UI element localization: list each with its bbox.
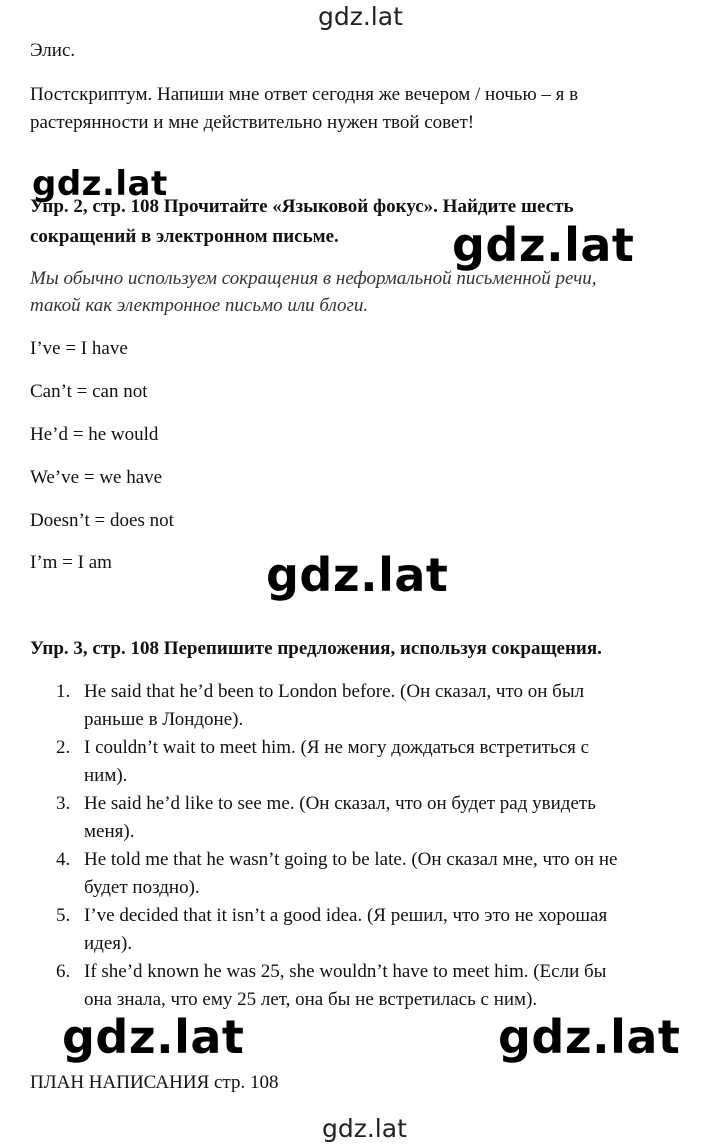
list-item-line-1: If she’d known he was 25, she wouldn’t have to meet him. (Если бы bbox=[84, 961, 607, 982]
list-item-number: 1. bbox=[56, 681, 71, 702]
postscript-line-2: растерянности и мне действительно нужен твой совет! bbox=[30, 112, 475, 133]
watermark-bottom-left: gdz.lat bbox=[62, 1010, 245, 1064]
list-item-line-2: она знала, что ему 25 лет, она бы не встретилась с ним). bbox=[84, 989, 538, 1010]
list-item bbox=[56, 902, 706, 958]
list-item-line-2: будет поздно). bbox=[84, 877, 200, 898]
list-item-line-1: He said that he’d been to London before. (Он сказал, что он был bbox=[84, 681, 585, 702]
list-item-number: 3. bbox=[56, 793, 71, 814]
list-item-line-2: ним). bbox=[84, 765, 128, 786]
list-item-line-1: He told me that he wasn’t going to be late. (Он сказал мне, что он не bbox=[84, 849, 618, 870]
watermark-top: gdz.lat bbox=[318, 2, 403, 31]
watermark-section1-right: gdz.lat bbox=[452, 218, 635, 272]
list-item-line-1: I’ve decided that it isn’t a good idea. (Я решил, что это не хорошая bbox=[84, 905, 608, 926]
list-item bbox=[56, 734, 706, 790]
footer-plan-title: ПЛАН НАПИСАНИЯ стр. 108 bbox=[30, 1072, 279, 1093]
exercise2-title-line-2: сокращений в электронном письме. bbox=[30, 226, 339, 247]
list-item bbox=[56, 846, 706, 902]
contraction-item: We’ve = we have bbox=[30, 467, 163, 488]
exercise3-title: Упр. 3, стр. 108 Перепишите предложения, используя сокращения. bbox=[30, 638, 602, 659]
contraction-item: He’d = he would bbox=[30, 424, 159, 445]
list-item-number: 4. bbox=[56, 849, 71, 870]
watermark-section1: gdz.lat bbox=[32, 164, 168, 204]
list-item-line-2: идея). bbox=[84, 933, 133, 954]
list-item bbox=[56, 958, 706, 1014]
contraction-item: I’ve = I have bbox=[30, 338, 128, 359]
watermark-footer: gdz.lat bbox=[322, 1114, 407, 1143]
postscript-line-1: Постскриптум. Напиши мне ответ сегодня же вечером / ночью – я в bbox=[30, 84, 579, 105]
contraction-item: I’m = I am bbox=[30, 552, 112, 573]
list-item-line-1: He said he’d like to see me. (Он сказал, что он будет рад увидеть bbox=[84, 793, 596, 814]
exercise2-note-line-2: такой как электронное письмо или блоги. bbox=[30, 295, 369, 316]
contraction-item: Can’t = can not bbox=[30, 381, 148, 402]
list-item bbox=[56, 678, 706, 734]
list-item-line-2: меня). bbox=[84, 821, 135, 842]
watermark-middle: gdz.lat bbox=[266, 548, 449, 602]
list-item-line-1: I couldn’t wait to meet him. (Я не могу дождаться встретиться с bbox=[84, 737, 590, 758]
exercise3-list bbox=[56, 678, 706, 1014]
list-item-number: 6. bbox=[56, 961, 71, 982]
list-item bbox=[56, 790, 706, 846]
watermark-bottom-right: gdz.lat bbox=[498, 1010, 681, 1064]
list-item-number: 2. bbox=[56, 737, 71, 758]
exercise2-title-line-1: Упр. 2, стр. 108 Прочитайте «Языковой фокус». Найдите шесть bbox=[30, 196, 574, 217]
list-item-line-2: раньше в Лондоне). bbox=[84, 709, 244, 730]
list-item-number: 5. bbox=[56, 905, 71, 926]
letter-signature: Элис. bbox=[30, 40, 76, 61]
contraction-item: Doesn’t = does not bbox=[30, 510, 174, 531]
exercise2-note-line-1: Мы обычно используем сокращения в неформальной письменной речи, bbox=[30, 268, 597, 289]
